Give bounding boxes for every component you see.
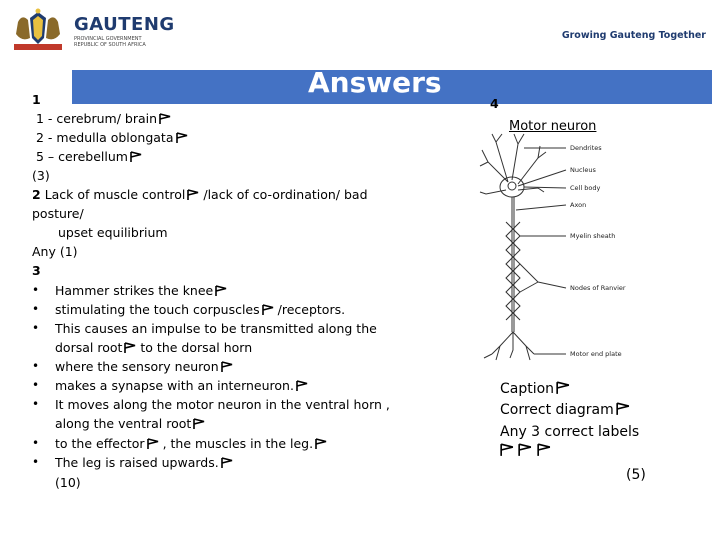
tick-icon xyxy=(616,402,630,416)
marking-label-ticks xyxy=(500,443,551,464)
answer-2-line-3: upset equilibrium xyxy=(58,225,168,240)
list-item: It moves along the motor neuron in the ventral horn , xyxy=(55,397,390,412)
list-item-continued: along the ventral root xyxy=(55,416,205,431)
page-title: Answers xyxy=(308,66,442,99)
tick-icon xyxy=(556,381,570,395)
list-item: This causes an impulse to be transmitted along the xyxy=(55,321,377,336)
label-axon: Axon xyxy=(570,201,587,209)
answer-2-marks: Any (1) xyxy=(32,244,78,259)
tick-icon xyxy=(221,361,233,373)
tick-icon xyxy=(215,285,227,297)
tick-icon xyxy=(315,438,327,450)
answer-4-marks: (5) xyxy=(626,467,646,483)
tick-icon xyxy=(262,304,274,316)
marking-diagram: Correct diagram xyxy=(500,400,630,421)
label-myelin-sheath: Myelin sheath xyxy=(570,232,616,240)
brand-name: GAUTENG xyxy=(74,14,175,35)
neuron-drawing xyxy=(478,132,640,364)
tick-icon xyxy=(221,457,233,469)
list-item-continued: dorsal root to the dorsal horn xyxy=(55,340,253,355)
answer-1-line-1: 1 - cerebrum/ brain xyxy=(36,111,171,126)
tick-icon xyxy=(296,380,308,392)
label-dendrites: Dendrites xyxy=(570,144,602,152)
list-item: The leg is raised upwards. xyxy=(55,455,233,470)
label-nucleus: Nucleus xyxy=(570,166,596,174)
list-item: where the sensory neuron xyxy=(55,359,233,374)
question-1-number: 1 xyxy=(32,92,41,107)
answer-1-line-3: 5 – cerebellum xyxy=(36,149,142,164)
gauteng-logo xyxy=(8,8,175,54)
answer-1-line-2: 2 - medulla oblongata xyxy=(36,130,188,145)
marking-labels: Any 3 correct labels xyxy=(500,424,640,440)
marking-caption: Caption xyxy=(500,379,570,400)
tagline: Growing Gauteng Together xyxy=(561,30,706,41)
tick-icon xyxy=(124,342,136,354)
label-motor-end-plate: Motor end plate xyxy=(570,350,622,358)
question-3-number: 3 xyxy=(32,263,41,278)
tick-icon xyxy=(537,443,551,457)
answer-1-marks: (3) xyxy=(32,168,50,183)
answer-2-line-2: posture/ xyxy=(32,206,84,221)
answer-3-marks: (10) xyxy=(55,475,81,490)
answer-2-line-1: 2 Lack of muscle control /lack of co-ordination/ bad xyxy=(32,187,368,202)
tick-icon xyxy=(130,151,142,163)
motor-neuron-diagram xyxy=(478,132,640,364)
tick-icon xyxy=(187,189,199,201)
coat-of-arms-icon xyxy=(8,8,68,54)
tick-icon xyxy=(193,418,205,430)
tick-icon xyxy=(159,113,171,125)
tick-icon xyxy=(518,443,532,457)
list-item: to the effector , the muscles in the leg. xyxy=(55,436,327,451)
list-item: Hammer strikes the knee xyxy=(55,283,227,298)
tick-icon xyxy=(176,132,188,144)
brand-subtitle: PROVINCIAL GOVERNMENT REPUBLIC OF SOUTH AFRICA xyxy=(74,36,146,48)
list-item: stimulating the touch corpuscles /receptors. xyxy=(55,302,346,317)
tick-icon xyxy=(147,438,159,450)
diagram-heading: Motor neuron xyxy=(509,119,597,134)
label-cell-body: Cell body xyxy=(570,184,601,192)
question-4-number: 4 xyxy=(490,96,499,111)
list-item: makes a synapse with an interneuron. xyxy=(55,378,308,393)
label-nodes-of-ranvier: Nodes of Ranvier xyxy=(570,284,626,292)
tick-icon xyxy=(500,443,514,457)
